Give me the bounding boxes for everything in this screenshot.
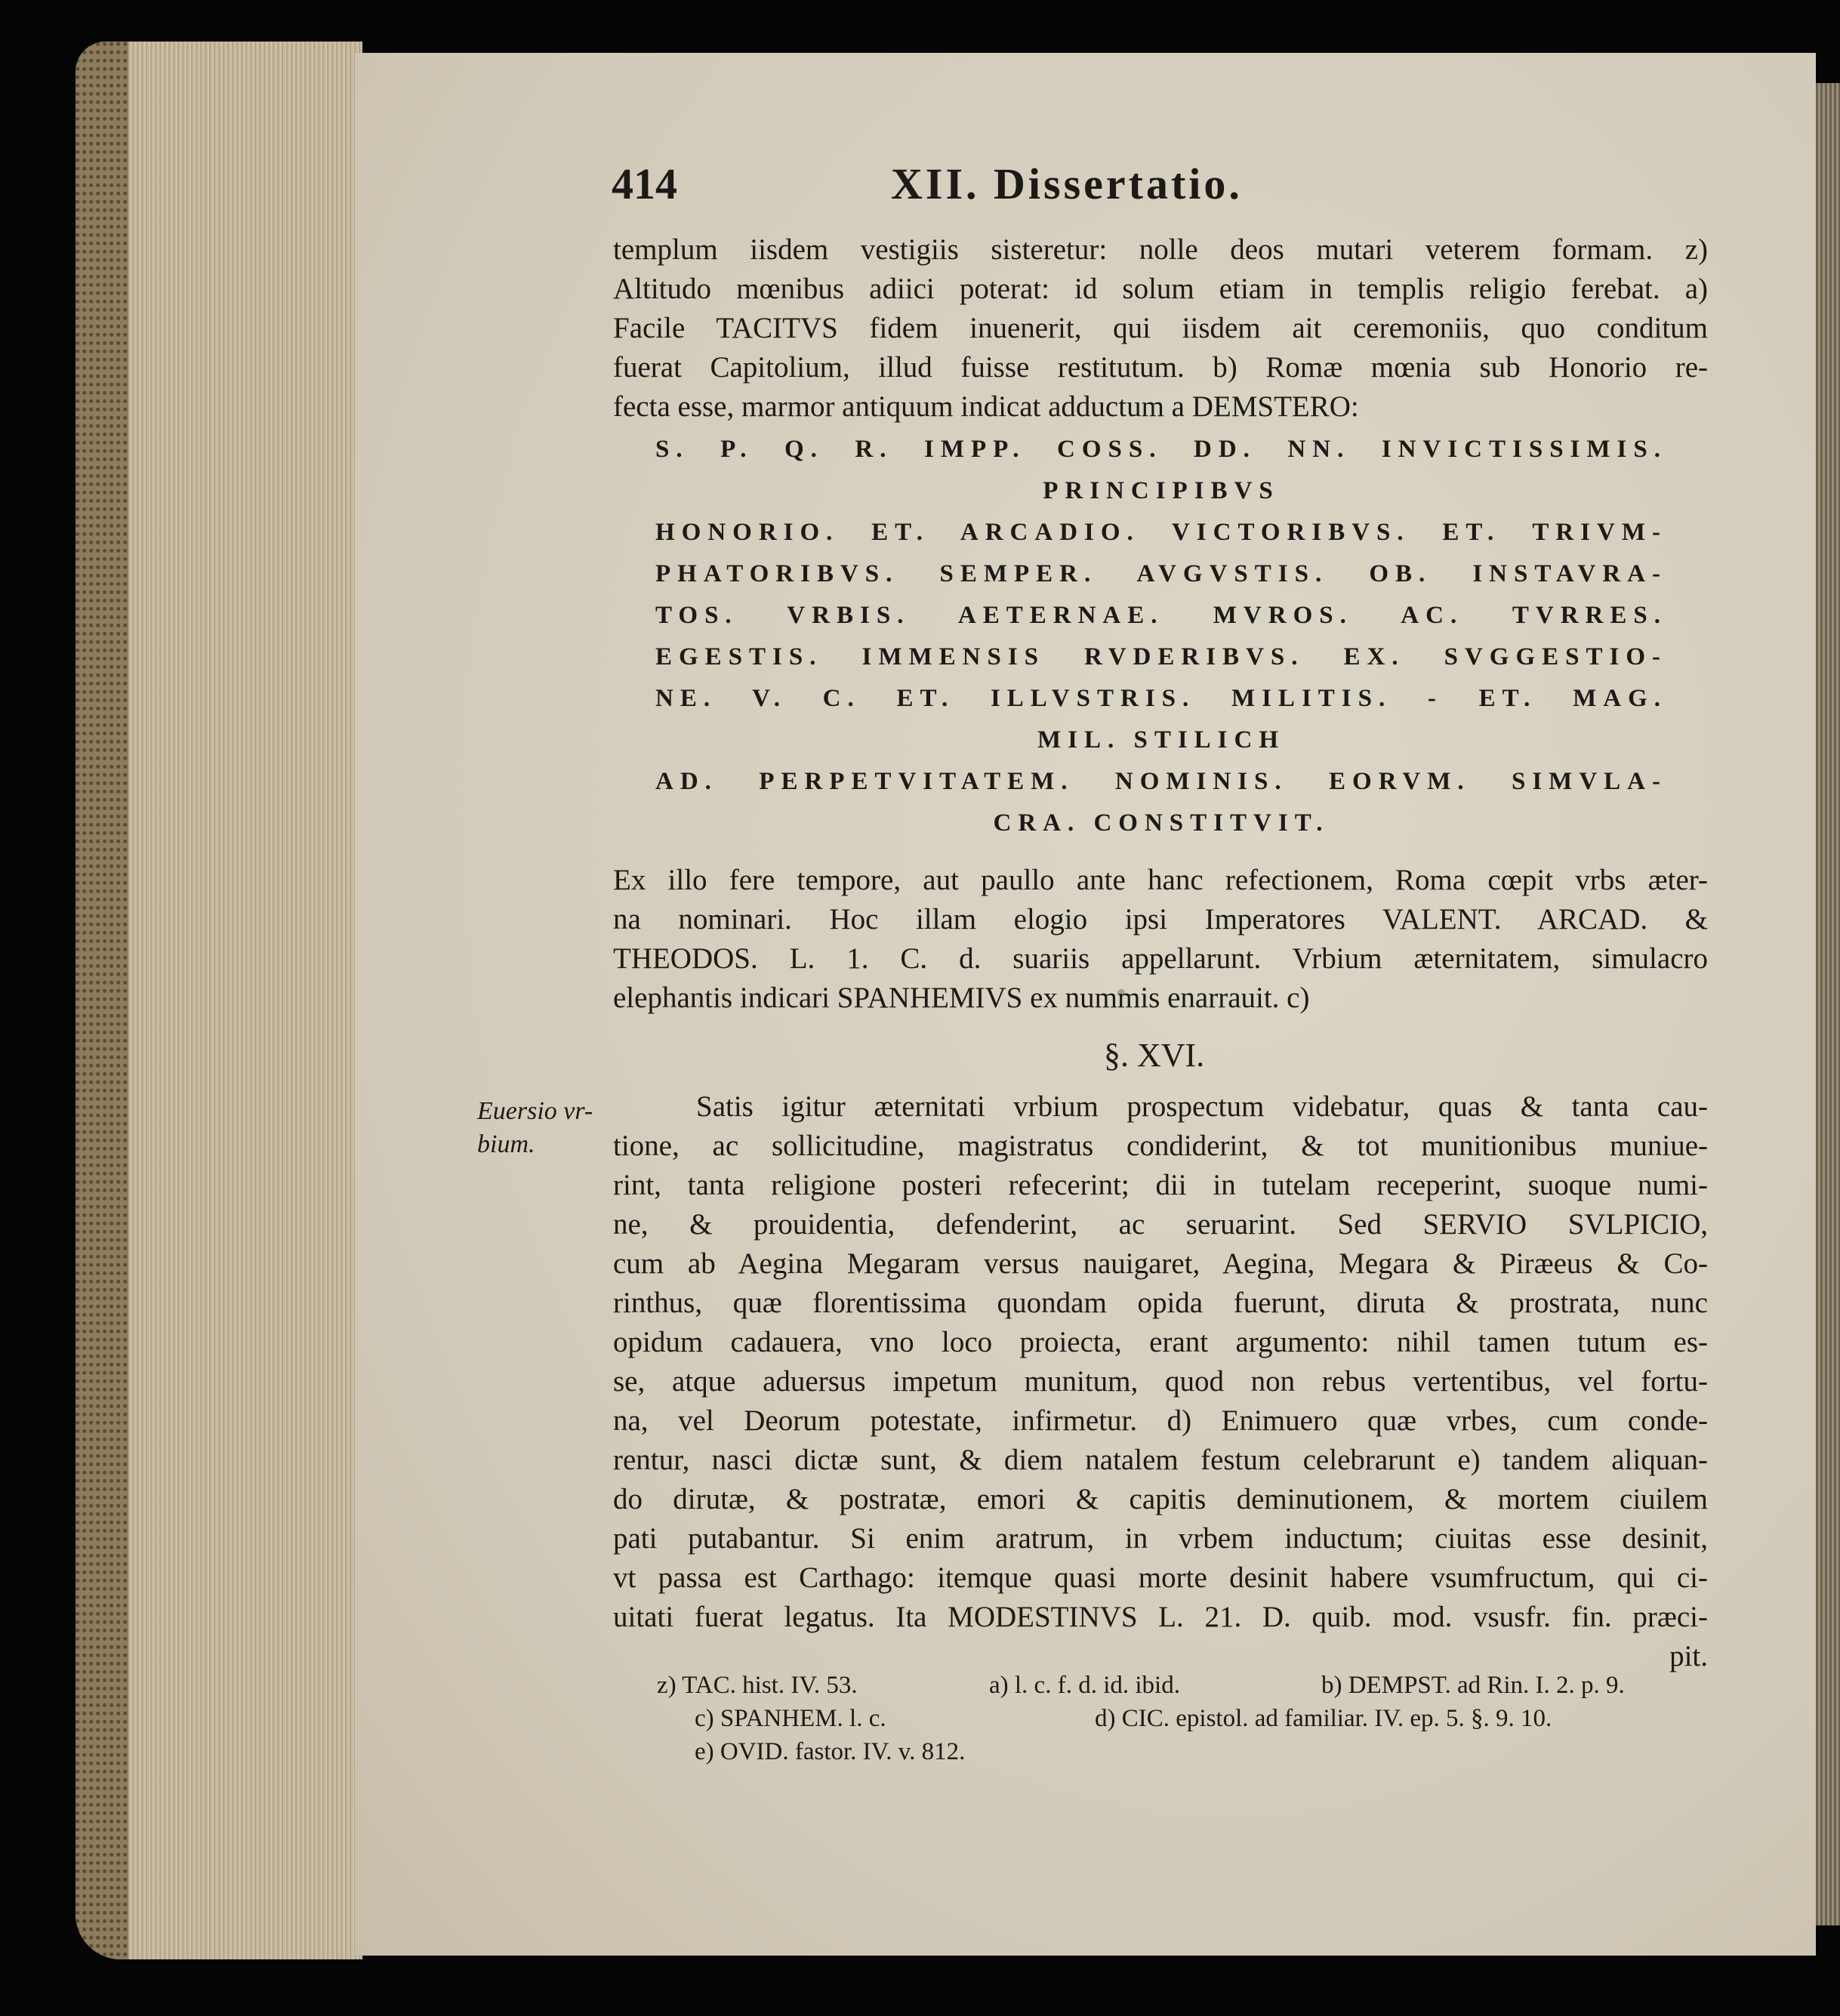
text-line: pit. — [1669, 1640, 1708, 1672]
footnote-row — [657, 1735, 1706, 1768]
text-line: Altitudo mœnibus adiici poterat: id solum etiam in templis religio ferebat. a) — [613, 273, 1708, 305]
text-line: na nominari. Hoc illam elogio ipsi Imperatores VALENT. ARCAD. & — [613, 903, 1708, 936]
text-line: do dirutæ, & postratæ, emori & capitis deminutionem, & mortem ciuilem — [613, 1483, 1708, 1515]
text-line: elephantis indicari SPANHEMIVS ex nummis enarrauit. c) — [613, 982, 1310, 1014]
text-line: Satis igitur æternitati vrbium prospectum videbatur, quas & tanta cau- — [696, 1090, 1708, 1123]
text-line: rentur, nasci dictæ sunt, & diem natalem festum celebrarunt e) tandem aliquan- — [613, 1444, 1708, 1476]
inscription-line: TOS. VRBIS. AETERNAE. MVROS. AC. TVRRES. — [655, 602, 1667, 629]
paragraph-3 — [613, 1087, 1708, 1676]
text-line: cum ab Aegina Megaram versus nauigaret, Aegina, Megara & Piræeus & Co- — [613, 1247, 1708, 1280]
text-line: templum iisdem vestigiis sisteretur: nolle deos mutari veterem formam. z) — [613, 233, 1708, 266]
page-title: XII. Dissertatio. — [891, 159, 1243, 208]
text-line: Facile TACITVS fidem inuenerit, qui iisdem ait ceremoniis, quo conditum — [613, 312, 1708, 344]
paragraph-1 — [613, 230, 1708, 427]
page-number: 414 — [612, 159, 677, 208]
facing-page-edge — [1816, 83, 1840, 1925]
inscription-line: PRINCIPIBVS — [1043, 477, 1280, 504]
margin-note — [477, 1095, 609, 1161]
footnote-row — [657, 1702, 1706, 1735]
footnote: z) TAC. hist. IV. 53. — [657, 1672, 858, 1699]
text-line: na, vel Deorum potestate, infirmetur. d) Enimuero quæ vrbes, cum conde- — [613, 1404, 1708, 1437]
text-line: tione, ac sollicitudine, magistratus condiderint, & tot munitionibus muniue- — [613, 1130, 1708, 1162]
text-line: se, atque aduersus impetum munitum, quod non rebus vertentibus, vel fortu- — [613, 1365, 1708, 1398]
inscription-line: PHATORIBVS. SEMPER. AVGVSTIS. OB. INSTAVRA- — [655, 560, 1667, 587]
section-heading: §. XVI. — [1104, 1037, 1205, 1074]
inscription-line: EGESTIS. IMMENSIS RVDERIBVS. EX. SVGGESTIO- — [655, 643, 1667, 670]
footnote-row — [657, 1669, 1706, 1702]
running-header — [612, 151, 1714, 219]
book-page-edges — [76, 42, 362, 1959]
inscription-line: S. P. Q. R. IMPP. COSS. DD. NN. INVICTISSIMIS. — [655, 436, 1667, 463]
text-line: Ex illo fere tempore, aut paullo ante hanc refectionem, Roma cœpit vrbs æter- — [613, 864, 1708, 896]
text-line: rinthus, quæ florentissima quondam opida fuerunt, diruta & prostrata, nunc — [613, 1287, 1708, 1319]
text-line: pati putabantur. Si enim aratrum, in vrbem inductum; ciuitas esse desinit, — [613, 1522, 1708, 1555]
text-line: uitati fuerat legatus. Ita MODESTINVS L. 21. D. quib. mod. vsusfr. fin. præci- — [613, 1601, 1708, 1633]
text-line: THEODOS. L. 1. C. d. suariis appellarunt. Vrbium æternitatem, simulacro — [613, 942, 1708, 975]
text-line: vt passa est Carthago: itemque quasi morte desinit habere vsumfructum, qui ci- — [613, 1561, 1708, 1594]
inscription-line: AD. PERPETVITATEM. NOMINIS. EORVM. SIMVLA- — [655, 768, 1667, 795]
footnote: b) DEMPST. ad Rin. I. 2. p. 9. — [1321, 1672, 1625, 1699]
text-line: opidum cadauera, vno loco proiecta, erant argumento: nihil tamen tutum es- — [613, 1326, 1708, 1358]
footnote: d) CIC. epistol. ad familiar. IV. ep. 5. §. 9. 10. — [1095, 1705, 1552, 1732]
footnotes — [657, 1669, 1706, 1768]
text-line: rint, tanta religione posteri refecerint; dii in tutelam receperint, suoque numi- — [613, 1169, 1708, 1201]
footnote: a) l. c. f. d. id. ibid. — [989, 1672, 1180, 1699]
inscription-line: HONORIO. ET. ARCADIO. VICTORIBVS. ET. TRIVM- — [655, 519, 1667, 546]
inscription-line: CRA. CONSTITVIT. — [993, 809, 1330, 837]
inscription-line: NE. V. C. ET. ILLVSTRIS. MILITIS. - ET. MAG. — [655, 685, 1667, 712]
text-line: fecta esse, marmor antiquum indicat adductum a DEMSTERO: — [613, 390, 1359, 423]
margin-note-line: Euersio vr- — [477, 1097, 593, 1125]
footnote: c) SPANHEM. l. c. — [695, 1705, 886, 1732]
inscription-line: MIL. STILICH — [1037, 726, 1286, 754]
text-line: ne, & prouidentia, defenderint, ac seruarint. Sed SERVIO SVLPICIO, — [613, 1208, 1708, 1241]
margin-note-line: bium. — [477, 1130, 535, 1158]
footnote: e) OVID. fastor. IV. v. 812. — [695, 1738, 966, 1765]
paragraph-2 — [613, 861, 1708, 1018]
inscription-block — [655, 429, 1667, 844]
text-line: fuerat Capitolium, illud fuisse restitutum. b) Romæ mœnia sub Honorio re- — [613, 351, 1708, 384]
